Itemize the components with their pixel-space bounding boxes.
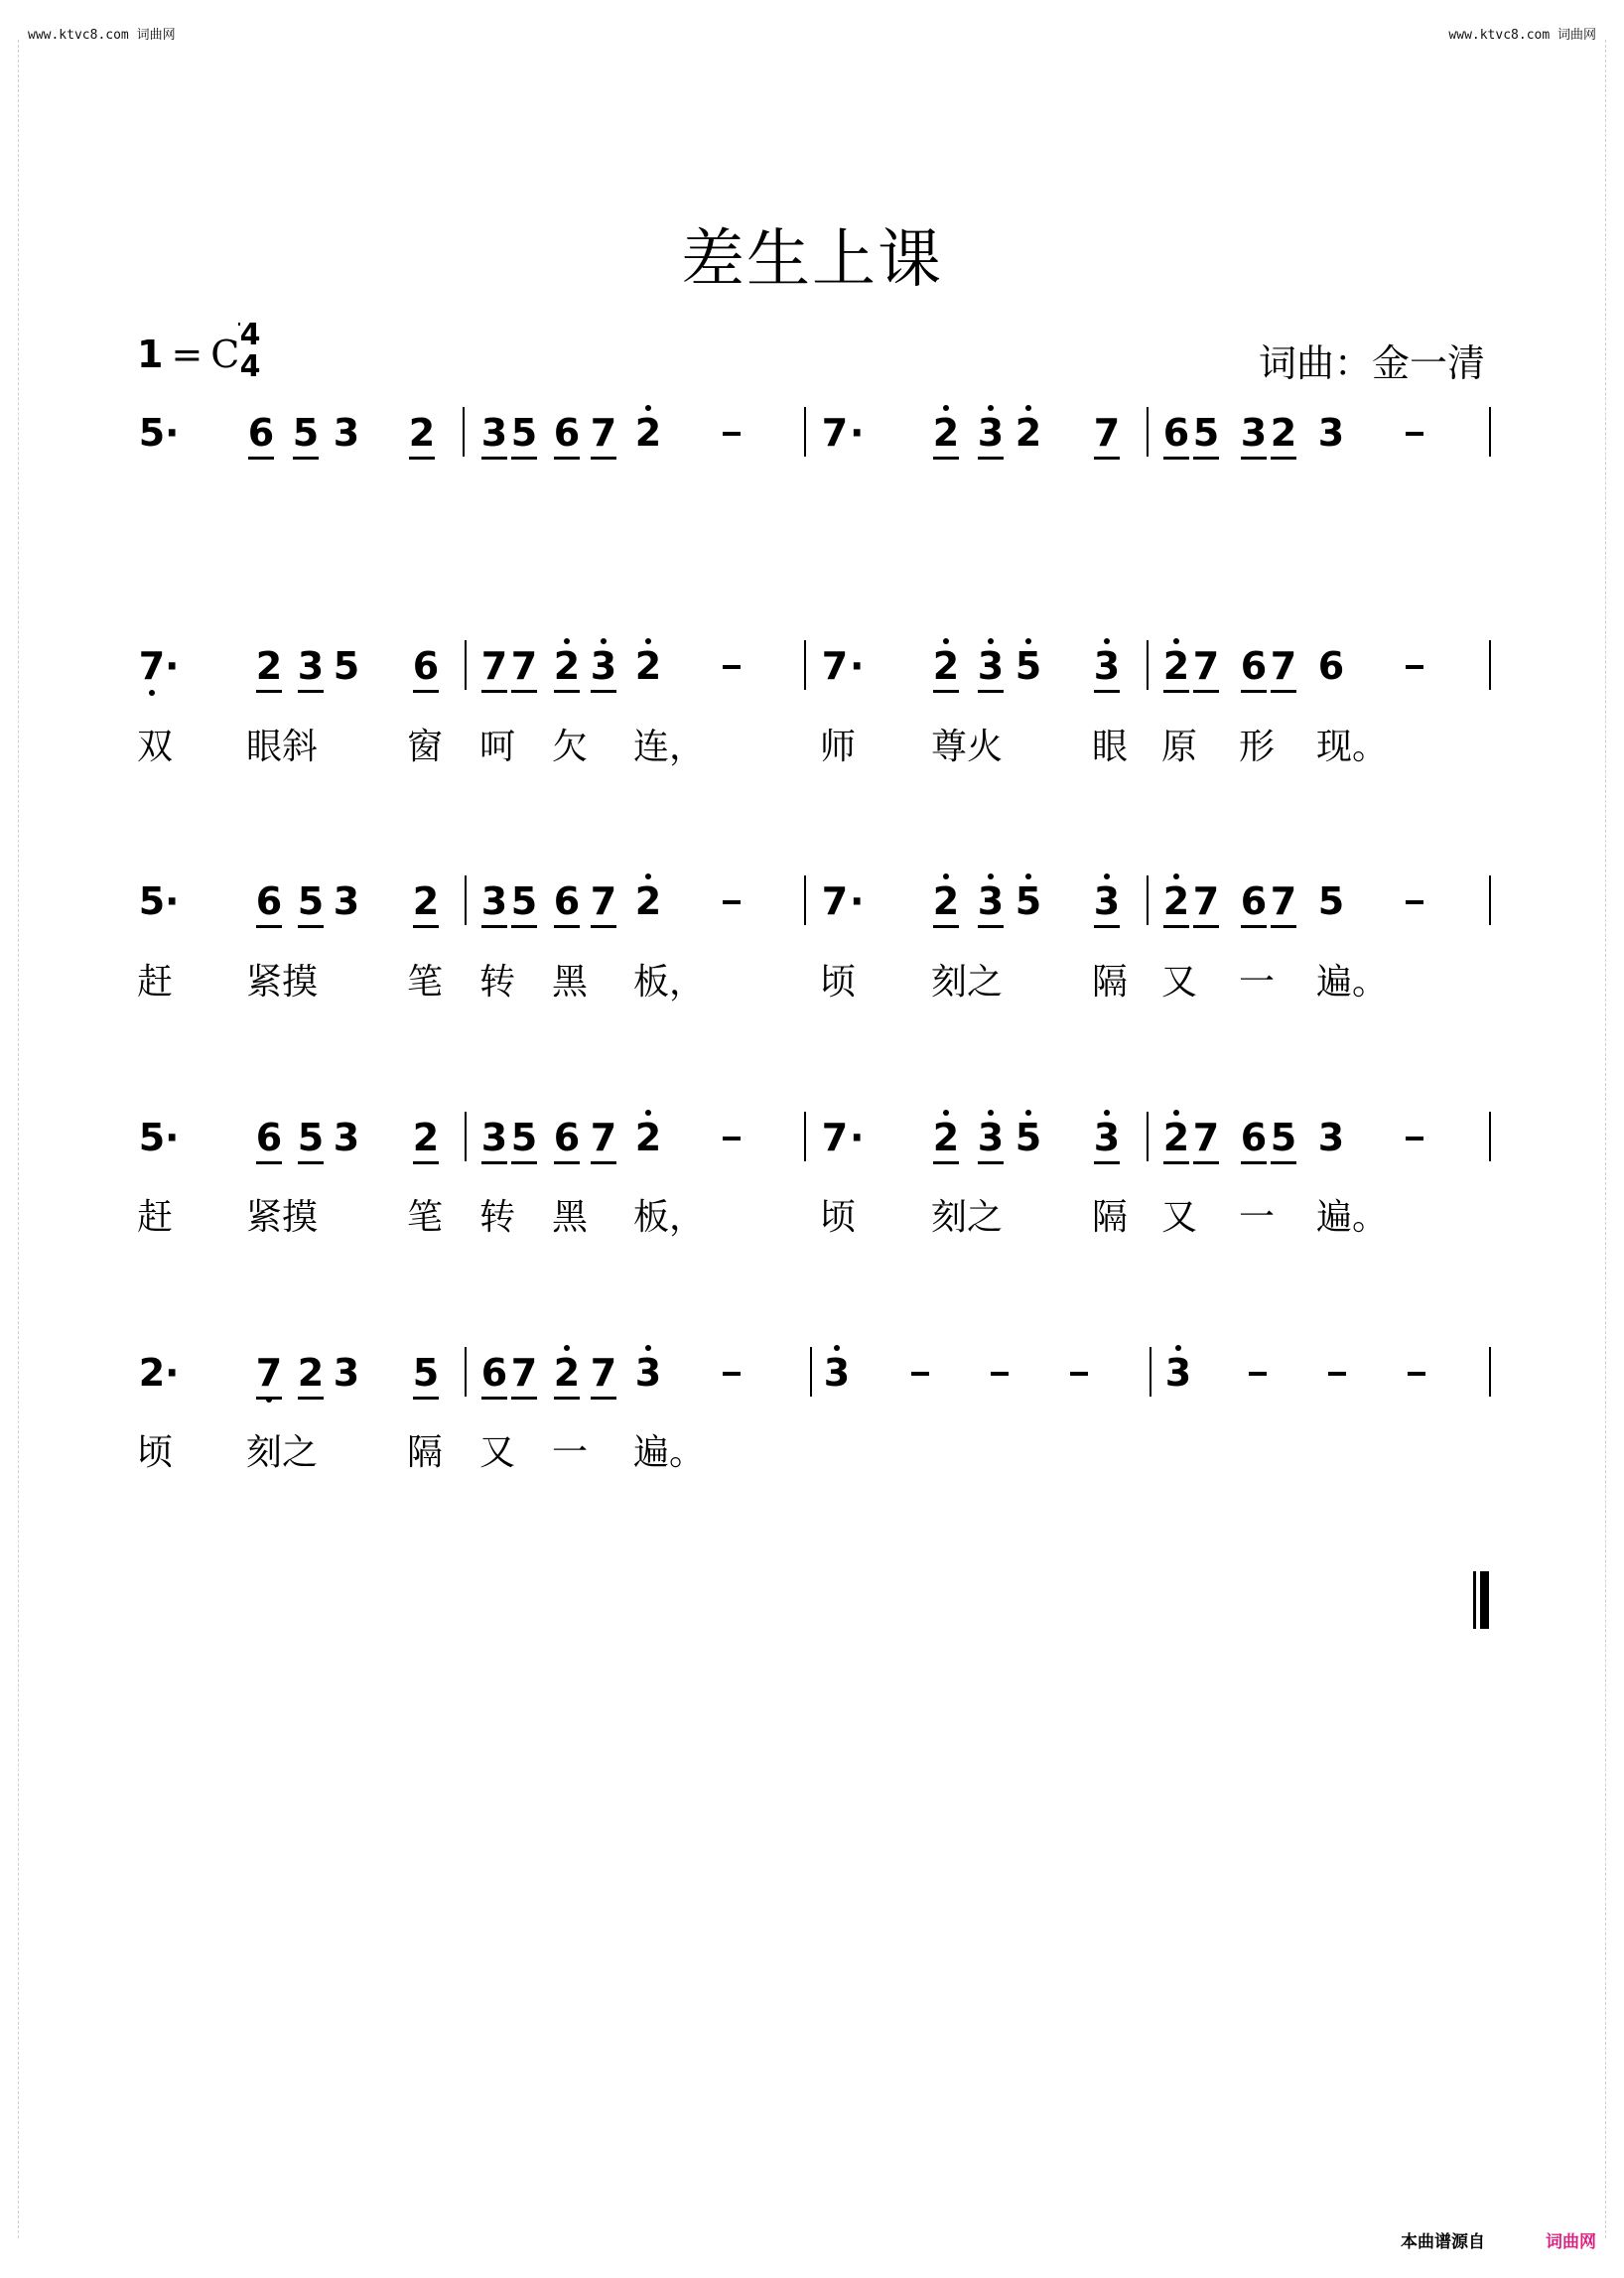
lyric-word: 双 [137,727,174,767]
note: 5 [1014,646,1043,686]
lyric-word: 刻之 [246,1432,319,1473]
lyric-word: 遍。 [1316,962,1389,1003]
eighth-underline [1094,457,1120,460]
note: 5 [292,411,320,455]
lyric-word: 刻之 [931,1197,1004,1238]
eighth-underline [256,925,282,928]
eighth-underline [413,1397,439,1400]
octave-up-dot [1104,873,1110,879]
sustain-dash [723,665,741,669]
note: 7 [480,644,508,688]
eighth-underline [511,925,537,928]
barline [1489,407,1491,457]
augmentation-dot: · [165,1351,180,1395]
note: 3 [1092,1118,1122,1157]
lyric-word: 窗 [407,727,444,767]
octave-up-dot [1025,873,1031,879]
augmentation-dot: · [850,1116,865,1159]
note: 2 [633,881,663,921]
eighth-underline [554,1397,580,1400]
note: 3 [480,1116,508,1159]
eighth-underline [1271,457,1296,460]
octave-up-dot [1173,638,1179,644]
augmentation-dot: · [165,644,180,688]
octave-up-dot [645,638,651,644]
lyric-word: 顷 [820,1197,857,1238]
octave-up-dot [564,638,570,644]
eighth-underline [298,1161,324,1164]
notation-row [137,873,1497,933]
augmentation-dot: · [850,411,865,455]
eighth-underline [554,925,580,928]
header-left-url: www.ktvc8.com 词曲网 [28,28,176,43]
eighth-underline [1241,690,1267,693]
octave-up-dot [1025,1110,1031,1116]
note: 5 [412,1351,440,1395]
lyric-word: 顷 [820,962,857,1003]
note: 5 [138,879,166,923]
sustain-dash [723,432,741,436]
octave-up-dot [988,1110,994,1116]
note: 5 [510,879,538,923]
eighth-underline [413,1161,439,1164]
lyric-word: 紧摸 [246,1197,319,1238]
octave-up-dot [943,873,949,879]
sustain-dash [723,1137,741,1140]
note: 3 [976,646,1006,686]
note: 5 [510,1116,538,1159]
lyric-word: 赶 [137,1197,174,1238]
watermark-icon [1605,40,1616,2238]
lyric-word: 呵 [479,727,516,767]
octave-up-dot [988,873,994,879]
augmentation-dot: · [850,644,865,688]
augmentation-dot: · [165,411,180,455]
barline [810,1347,812,1397]
octave-up-dot [834,1345,840,1351]
note: 2 [931,1118,961,1157]
lyric-word: 板， [633,1197,706,1238]
notation-row [137,1345,1497,1405]
note: 7 [1192,644,1220,688]
time-denominator: 4 [239,349,261,384]
sustain-dash [723,900,741,904]
note: 2 [633,413,663,453]
barline [463,407,465,457]
eighth-underline [978,925,1004,928]
lyric-word: 又 [479,1432,516,1473]
note: 5 [138,1116,166,1159]
barline [804,640,806,690]
sustain-dash [991,1372,1009,1376]
eighth-underline [413,925,439,928]
lyric-word: 黑 [552,962,589,1003]
note: 3 [333,1116,360,1159]
lyric-word: 遍。 [633,1432,706,1473]
note: 6 [553,411,581,455]
watermark-icon [8,40,19,2238]
octave-up-dot [564,1345,570,1351]
eighth-underline [413,690,439,693]
time-divider [238,323,240,326]
eighth-underline [1163,690,1189,693]
eighth-underline [1163,1161,1189,1164]
eighth-underline [1193,925,1219,928]
eighth-underline [511,690,537,693]
note: 7 [590,1351,617,1395]
eighth-underline [298,1397,324,1400]
note: 5 [138,411,166,455]
note: 5 [1014,1118,1043,1157]
lyric-word: 笔 [407,1197,444,1238]
octave-up-dot [1173,873,1179,879]
note: 2 [255,644,283,688]
eighth-underline [1094,1161,1120,1164]
note: 7 [1270,879,1297,923]
note: 7 [510,644,538,688]
barline [1147,640,1149,690]
notation-row [137,405,1497,465]
eighth-underline [554,690,580,693]
barline [1147,875,1149,925]
lyric-word: 笔 [407,962,444,1003]
eighth-underline [1094,925,1120,928]
note: 2 [552,1353,582,1393]
note: 3 [589,646,618,686]
note: 7 [590,879,617,923]
note: 7 [254,1353,284,1393]
note: 2 [931,646,961,686]
eighth-underline [511,457,537,460]
note: 7 [821,411,849,455]
lyric-word: 板， [633,962,706,1003]
barline [804,1112,806,1161]
octave-up-dot [645,405,651,411]
sustain-dash [1408,1372,1425,1376]
sustain-dash [1406,665,1423,669]
key-do: 1 [137,333,164,376]
note: 2 [1270,411,1297,455]
eighth-underline [1271,690,1296,693]
eighth-underline [978,457,1004,460]
note: 3 [822,1353,852,1393]
eighth-underline [511,1397,537,1400]
note: 7 [1192,1116,1220,1159]
barline [1150,1347,1151,1397]
eighth-underline [256,1397,282,1400]
note: 2 [412,879,440,923]
lyric-word: 黑 [552,1197,589,1238]
note: 5 [297,1116,325,1159]
eighth-underline [1241,1161,1267,1164]
time-signature [238,320,262,383]
octave-up-dot [943,405,949,411]
lyric-line [137,719,1497,768]
eighth-underline [1193,1161,1219,1164]
note: 3 [1092,881,1122,921]
eighth-underline [933,457,959,460]
lyric-word: 转 [479,1197,516,1238]
octave-up-dot [988,405,994,411]
eighth-underline [511,1161,537,1164]
note: 5 [1270,1116,1297,1159]
note: 7 [821,644,849,688]
note: 6 [1240,644,1268,688]
lyric-word: 紧摸 [246,962,319,1003]
note: 7 [1093,411,1121,455]
note: 3 [976,881,1006,921]
note: 3 [480,411,508,455]
note: 3 [1092,646,1122,686]
barline [1147,407,1149,457]
octave-up-dot [645,1345,651,1351]
octave-up-dot [601,638,607,644]
note: 6 [255,1116,283,1159]
eighth-underline [554,1161,580,1164]
note: 3 [297,644,325,688]
octave-up-dot [1104,1110,1110,1116]
note: 2 [297,1351,325,1395]
note: 2 [1014,413,1043,453]
sustain-dash [1406,432,1423,436]
note: 5 [297,879,325,923]
eighth-underline [1193,690,1219,693]
eighth-underline [933,1161,959,1164]
eighth-underline [591,1161,616,1164]
octave-up-dot [1104,638,1110,644]
time-numerator: 4 [239,318,261,352]
lyric-word: 原 [1161,727,1198,767]
eighth-underline [481,1397,507,1400]
barline [465,1112,467,1161]
sustain-dash [1070,1372,1088,1376]
lyric-line [137,954,1497,1004]
octave-up-dot [645,873,651,879]
lyric-word: 师 [820,727,857,767]
score-title: 差生上课 [681,223,943,297]
lyric-word: 转 [479,962,516,1003]
note: 3 [1240,411,1268,455]
sustain-dash [1406,1137,1423,1140]
note: 2 [633,1118,663,1157]
note: 5 [333,644,360,688]
barline [465,1347,467,1397]
lyric-word: 隔 [1092,1197,1129,1238]
eighth-underline [248,457,274,460]
note: 7 [1270,644,1297,688]
lyric-word: 一 [552,1432,589,1473]
octave-up-dot [943,1110,949,1116]
barline [1489,1112,1491,1161]
eighth-underline [481,457,507,460]
notation-row [137,638,1497,698]
octave-up-dot [1173,1110,1179,1116]
octave-down-dot [149,690,155,696]
augmentation-dot: · [165,879,180,923]
note: 6 [553,1116,581,1159]
note: 2 [412,1116,440,1159]
note: 6 [247,411,275,455]
lyric-word: 尊火 [931,727,1004,767]
note: 2 [1161,1118,1191,1157]
lyric-word: 一 [1239,962,1276,1003]
barline [804,875,806,925]
octave-up-dot [988,638,994,644]
note: 7 [590,411,617,455]
note: 2 [931,413,961,453]
lyric-word: 隔 [407,1432,444,1473]
composer-credit: 词曲：金一清 [1258,341,1485,385]
lyric-word: 欠 [552,727,589,767]
note: 3 [1317,411,1345,455]
eighth-underline [481,1161,507,1164]
lyric-word: 又 [1161,1197,1198,1238]
lyric-word: 刻之 [931,962,1004,1003]
note: 3 [633,1353,663,1393]
eighth-underline [591,457,616,460]
eighth-underline [1241,925,1267,928]
eighth-underline [1094,690,1120,693]
note: 3 [976,413,1006,453]
lyric-line [137,1424,1497,1474]
eighth-underline [591,690,616,693]
lyric-word: 一 [1239,1197,1276,1238]
lyric-word: 顷 [137,1432,174,1473]
eighth-underline [293,457,319,460]
barline [1489,1347,1491,1397]
note: 6 [1240,1116,1268,1159]
eighth-underline [933,925,959,928]
key-equals: = [171,333,203,376]
eighth-underline [1163,457,1189,460]
lyric-word: 眼 [1092,727,1129,767]
note: 6 [480,1351,508,1395]
lyric-word: 形 [1239,727,1276,767]
lyric-word: 赶 [137,962,174,1003]
note: 7 [1192,879,1220,923]
sustain-dash [1406,900,1423,904]
note: 3 [333,1351,360,1395]
eighth-underline [1193,457,1219,460]
footer-source: 本曲谱源自 [1401,2232,1485,2252]
octave-up-dot [943,638,949,644]
eighth-underline [933,690,959,693]
eighth-underline [591,1397,616,1400]
note: 7 [137,646,167,686]
note: 2 [633,646,663,686]
eighth-underline [1241,457,1267,460]
note: 3 [976,1118,1006,1157]
barline [1489,640,1491,690]
note: 2 [552,646,582,686]
note: 6 [1240,879,1268,923]
sustain-dash [1249,1372,1267,1376]
octave-up-dot [1025,405,1031,411]
eighth-underline [591,925,616,928]
barline [1147,1112,1149,1161]
augmentation-dot: · [165,1116,180,1159]
eighth-underline [298,690,324,693]
lyric-word: 遍。 [1316,1197,1389,1238]
eighth-underline [978,1161,1004,1164]
eighth-underline [1163,925,1189,928]
note: 2 [138,1351,166,1395]
note: 6 [412,644,440,688]
barline [465,640,467,690]
note: 2 [1161,646,1191,686]
note: 5 [1014,881,1043,921]
eighth-underline [256,690,282,693]
eighth-underline [298,925,324,928]
eighth-underline [481,690,507,693]
augmentation-dot: · [850,879,865,923]
lyric-word: 隔 [1092,962,1129,1003]
note: 6 [553,879,581,923]
eighth-underline [1271,1161,1296,1164]
final-barline-icon [1473,1571,1491,1629]
note: 7 [510,1351,538,1395]
note: 7 [821,879,849,923]
note: 3 [1317,1116,1345,1159]
note: 6 [1162,411,1190,455]
note: 5 [1317,879,1345,923]
barline [804,407,806,457]
sustain-dash [1328,1372,1346,1376]
note: 3 [333,879,360,923]
note: 5 [1192,411,1220,455]
eighth-underline [978,690,1004,693]
eighth-underline [409,457,435,460]
lyric-word: 又 [1161,962,1198,1003]
notation-row [137,1110,1497,1169]
key-letter: C [210,333,240,376]
octave-up-dot [1175,1345,1181,1351]
sustain-dash [911,1372,929,1376]
eighth-underline [1271,925,1296,928]
note: 2 [1161,881,1191,921]
note: 2 [931,881,961,921]
note: 5 [510,411,538,455]
eighth-underline [256,1161,282,1164]
note: 6 [1317,644,1345,688]
octave-up-dot [645,1110,651,1116]
eighth-underline [554,457,580,460]
sustain-dash [723,1372,741,1376]
key-signature [137,333,239,376]
eighth-underline [481,925,507,928]
note: 3 [1163,1353,1193,1393]
lyric-word: 眼斜 [246,727,319,767]
footer-site: 词曲网 [1546,2232,1596,2252]
lyric-word: 连， [633,727,706,767]
barline [1489,875,1491,925]
note: 6 [255,879,283,923]
note: 7 [590,1116,617,1159]
note: 7 [821,1116,849,1159]
note: 3 [333,411,360,455]
barline [465,875,467,925]
note: 2 [408,411,436,455]
lyric-line [137,1189,1497,1239]
header-right-url: www.ktvc8.com 词曲网 [1448,28,1596,43]
note: 3 [480,879,508,923]
octave-up-dot [1025,638,1031,644]
lyric-word: 现。 [1316,727,1389,767]
